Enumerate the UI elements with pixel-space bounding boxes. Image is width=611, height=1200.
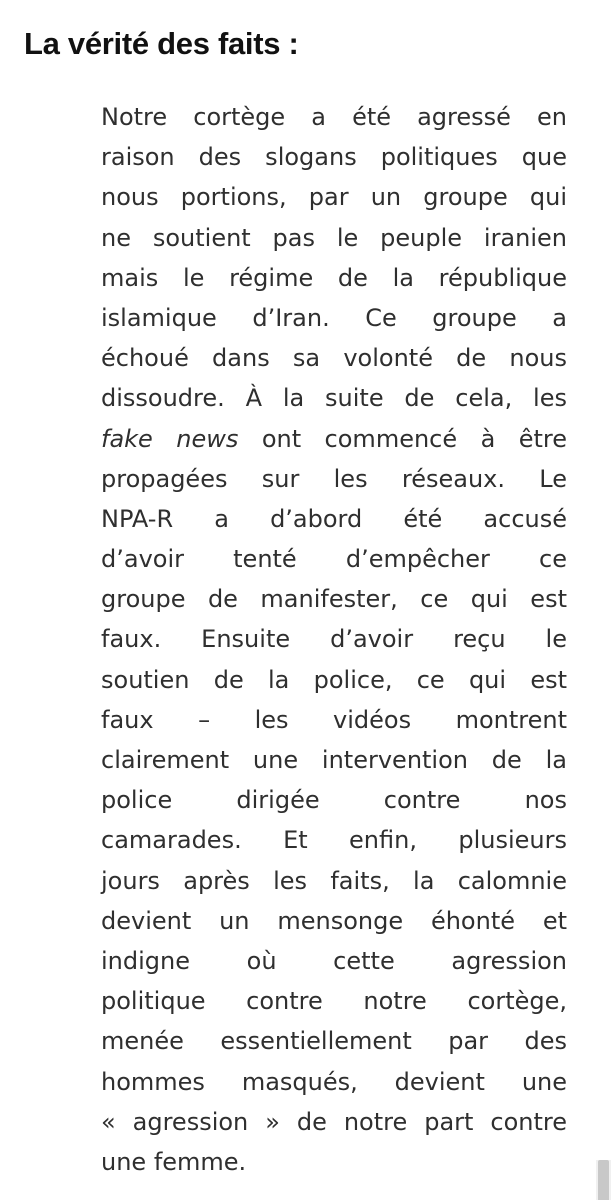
paragraph-line: ne soutient pas le peuple iranien [101,223,567,252]
paragraph-line: police dirigée contre nos [101,786,567,815]
paragraph-line: soutien de la police, ce qui est [101,665,567,694]
paragraph-line: menée essentiellement par des [101,1027,567,1056]
paragraph-line: raison des slogans politiques que [101,143,567,172]
paragraph-line: propagées sur les réseaux. Le [101,464,567,493]
paragraph-line: Notre cortège a été agressé en [101,103,567,131]
paragraph-line: camarades. Et enfin, plusieurs [101,826,567,855]
paragraph-line-rest: ont commencé à être [238,424,567,453]
paragraph-line: clairement une intervention de la [101,746,567,774]
paragraph-line: faux – les vidéos montrent [101,705,567,734]
paragraph-line: islamique d’Iran. Ce groupe a [101,303,567,332]
paragraph-line: dissoudre. À la suite de cela, les [101,384,567,413]
paragraph-line: mais le régime de la république [101,263,567,292]
scrollbar-thumb[interactable] [598,1160,609,1200]
paragraph-line: échoué dans sa volonté de nous [101,344,567,373]
paragraph-line: une femme. [101,1147,247,1176]
paragraph-line: politique contre notre cortège, [101,987,567,1016]
paragraph-line: nous portions, par un groupe qui [101,183,567,212]
paragraph-line [101,419,567,459]
paragraph-line: hommes masqués, devient une [101,1067,567,1096]
emphasis-fake-news: fake news [101,424,239,453]
paragraph-line: faux. Ensuite d’avoir reçu le [101,625,567,654]
section-heading: La vérité des faits : [24,26,299,61]
article-paragraph [101,97,567,1182]
paragraph-line: « agression » de notre part contre [101,1107,567,1136]
paragraph-line: devient un mensonge éhonté et [101,906,567,935]
paragraph-line: NPA-R a d’abord été accusé [101,504,567,533]
paragraph-line: indigne où cette agression [101,946,567,975]
paragraph-line: groupe de manifester, ce qui est [101,585,567,614]
paragraph-line: jours après les faits, la calomnie [101,866,567,895]
paragraph-line: d’avoir tenté d’empêcher ce [101,545,567,574]
